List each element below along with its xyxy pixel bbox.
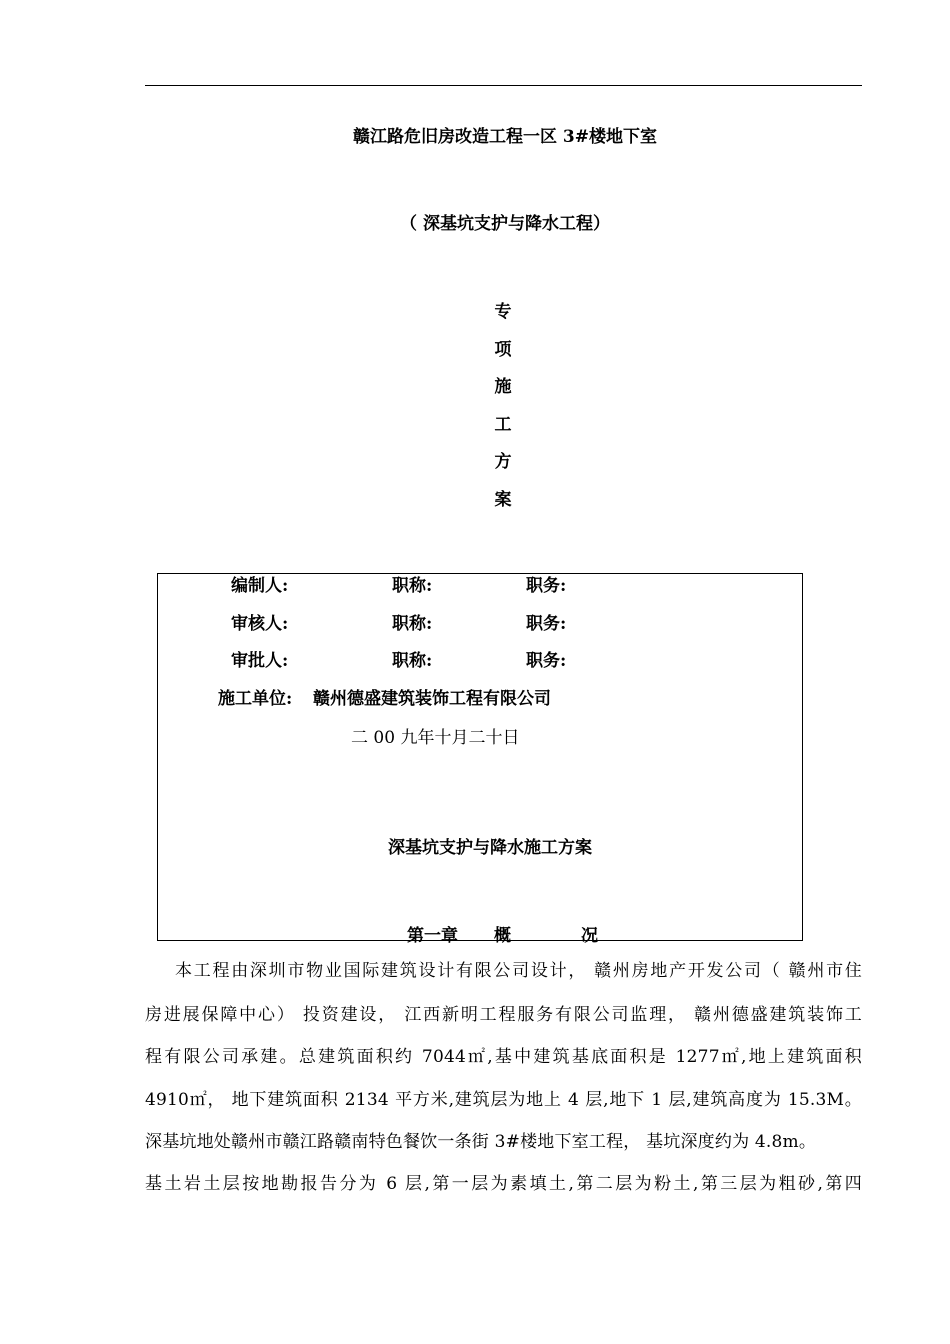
- project-title: 赣江路危旧房改造工程一区 3#楼地下室: [353, 127, 657, 147]
- contractor-label: 施工单位:: [218, 689, 293, 709]
- project-subtitle: （ 深基坑支护与降水工程）: [400, 214, 610, 234]
- header-rule: [145, 85, 862, 86]
- reviewer-duty-label: 职务:: [526, 614, 567, 634]
- document-date: 二 00 九年十月二十日: [351, 728, 520, 748]
- document-title: 深基坑支护与降水施工方案: [388, 838, 592, 858]
- chapter-number: 第一章: [407, 926, 458, 946]
- approver-title-label: 职称:: [392, 651, 433, 671]
- paragraph-line: 本工程由深圳市物业国际建筑设计有限公司设计， 赣州房地产开发公司（ 赣州市住: [175, 961, 862, 981]
- approver-label: 审批人:: [231, 651, 289, 671]
- compiler-title-label: 职称:: [392, 576, 433, 596]
- approver-duty-label: 职务:: [526, 651, 567, 671]
- contractor-name: 赣州德盛建筑装饰工程有限公司: [313, 689, 551, 709]
- paragraph-line: 房进展保障中心） 投资建设， 江西新明工程服务有限公司监理， 赣州德盛建筑装饰工: [145, 1005, 862, 1025]
- reviewer-title-label: 职称:: [392, 614, 433, 634]
- compiler-label: 编制人:: [231, 576, 289, 596]
- chapter-word-1: 概: [494, 926, 511, 946]
- paragraph-line: 程有限公司承建。总建筑面积约 7044㎡,基中建筑基底面积是 1277㎡,地上建筑面积: [145, 1047, 862, 1067]
- reviewer-label: 审核人:: [231, 614, 289, 634]
- compiler-duty-label: 职务:: [526, 576, 567, 596]
- vertical-title-char: 方: [494, 452, 512, 472]
- paragraph-line: 深基坑地处赣州市赣江路赣南特色餐饮一条街 3#楼地下室工程， 基坑深度约为 4.8m。: [145, 1132, 817, 1152]
- vertical-title-char: 施: [494, 377, 512, 397]
- vertical-title-char: 案: [494, 490, 512, 510]
- vertical-title-char: 工: [494, 415, 512, 435]
- paragraph-line: 基土岩土层按地勘报告分为 6 层,第一层为素填土,第二层为粉土,第三层为粗砂,第四: [145, 1174, 862, 1194]
- vertical-title-char: 专: [494, 302, 512, 322]
- paragraph-line: 4910㎡， 地下建筑面积 2134 平方米,建筑层为地上 4 层,地下 1 层,建筑高度为 15.3M。: [145, 1090, 862, 1110]
- chapter-word-2: 况: [581, 926, 598, 946]
- vertical-title-char: 项: [494, 340, 512, 360]
